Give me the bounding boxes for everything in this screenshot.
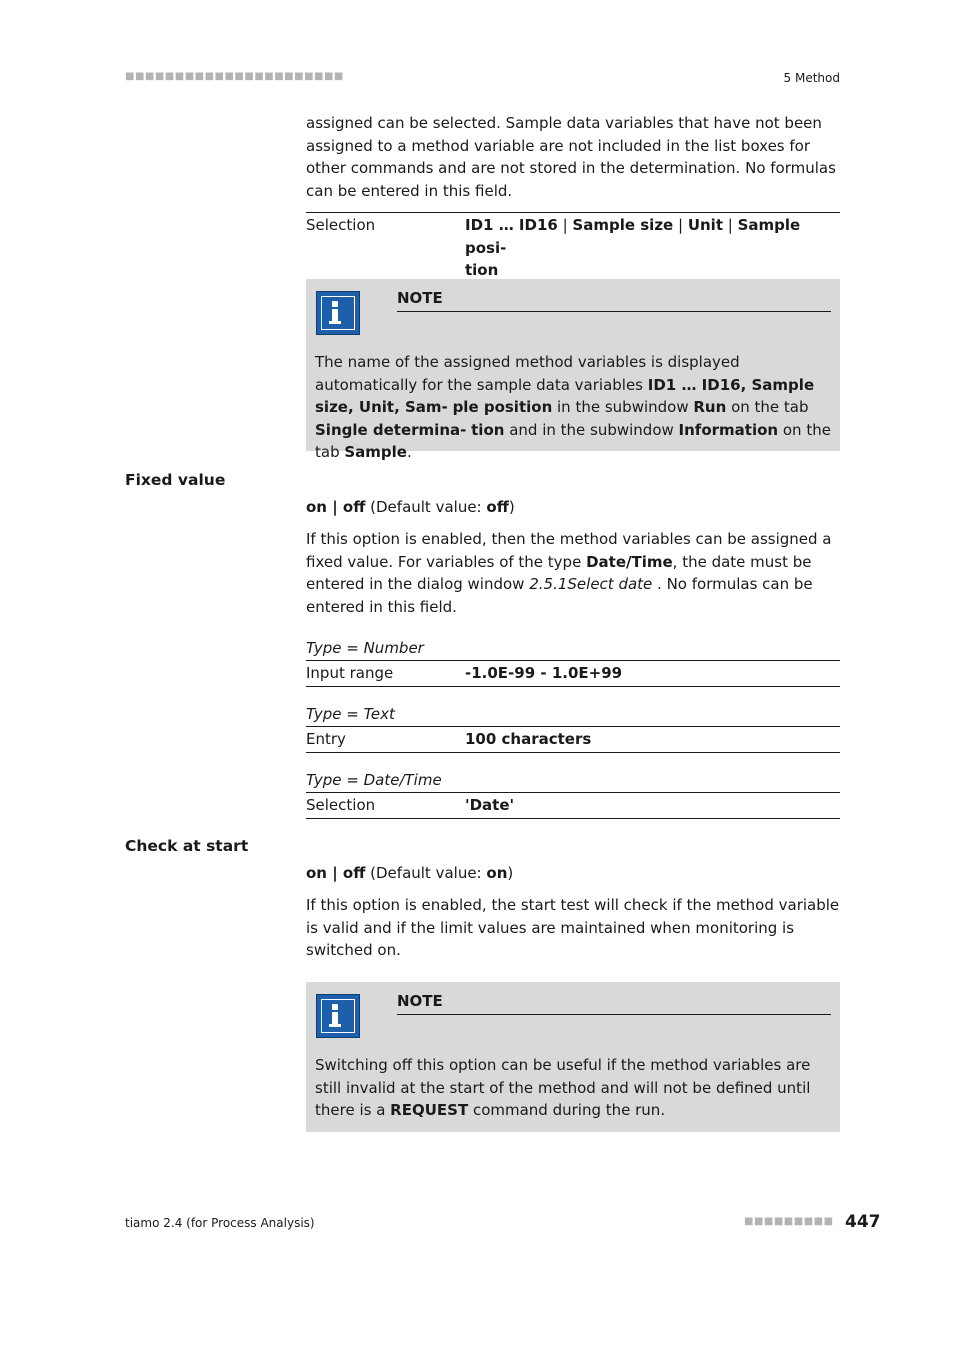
date-selection-key: Selection (306, 796, 376, 814)
option-off: off (342, 864, 366, 882)
desc-bold-datetime: Date/Time (586, 552, 673, 571)
separator: | (673, 216, 688, 234)
note-text (315, 351, 831, 464)
separator: | (557, 216, 573, 234)
default-value: off (486, 498, 509, 516)
note-title: NOTE (397, 990, 831, 1015)
fixed-value-description (306, 528, 840, 618)
entry-table (306, 726, 840, 753)
page-number: 447 (845, 1212, 881, 1232)
selection-values (465, 214, 840, 282)
selection-value-sample-position: Sample posi- (465, 216, 801, 257)
note-bold-run: Run (693, 398, 727, 416)
separator: | (723, 216, 738, 234)
entry-key: Entry (306, 730, 346, 748)
input-range-value: -1.0E-99 - 1.0E+99 (465, 664, 623, 682)
note-title: NOTE (397, 287, 831, 312)
selection-key: Selection (306, 216, 376, 234)
note-bold-single-determination: Single determina- (315, 420, 467, 439)
intro-paragraph: assigned can be selected. Sample data variables that have not been assigned to a method variable are not included in the list boxes for other commands and are not stored in the determination. No formulas can be entered in this field. (306, 114, 836, 200)
info-icon (316, 291, 360, 335)
note-box-2 (306, 982, 840, 1132)
note-text-part: command during the run. (468, 1101, 666, 1119)
date-selection-table (306, 792, 840, 819)
note-text-part: and in the subwindow (504, 420, 679, 439)
selection-value-unit: Unit (687, 216, 723, 234)
fixed-value-heading: Fixed value (125, 471, 226, 489)
type-number-caption: Type = Number (306, 639, 424, 657)
desc-part: If this option is enabled, then the method variables can be assigned a fixed value. For variables of the type (306, 530, 832, 571)
note-text-part: on the tab (726, 398, 809, 416)
note-box (306, 279, 840, 461)
default-value: on (486, 864, 508, 882)
footer-product: tiamo 2.4 (for Process Analysis) (125, 1216, 315, 1230)
input-range-key: Input range (306, 664, 394, 682)
selection-value-sample-position-cont: tion (465, 261, 499, 279)
note-bold-single-determination-cont: tion (471, 420, 505, 439)
footer-decoration: ■■■■■■■■■ (744, 1216, 834, 1227)
note-bold-variables: ID1 … ID16, Sample size, Unit, Sam- (315, 375, 815, 416)
check-at-start-options (306, 862, 840, 885)
note-text-part: Switching off this option can be useful if the method variables are still invalid at the start of the method and will not be defined until there is a (315, 1056, 811, 1119)
note-text-part: . (406, 443, 412, 461)
selection-table (306, 212, 840, 284)
note-text-part: The name of the assigned method variables is displayed automatically for the sample data variables (315, 353, 740, 394)
note-bold-variables-cont: ple position (452, 398, 553, 416)
type-date-caption: Type = Date/Time (306, 771, 442, 789)
note-bold-sample: Sample (344, 443, 407, 461)
note-bold-request: REQUEST (390, 1101, 469, 1119)
desc-part: , the date must be entered in the dialog window (306, 552, 812, 593)
header-decoration: ■■■■■■■■■■■■■■■■■■■■■■ (125, 71, 344, 82)
date-selection-value: 'Date' (465, 796, 515, 814)
input-range-table (306, 660, 840, 687)
default-suffix: ) (507, 864, 514, 882)
note-text-part: on the tab (315, 420, 831, 461)
fixed-value-options (306, 496, 840, 519)
chapter-title: 5 Method (783, 71, 840, 85)
desc-part: . No formulas can be entered in this field. (306, 575, 813, 616)
note-text (315, 1054, 831, 1122)
default-prefix: (Default value: (365, 498, 487, 516)
selection-value-id: ID1 … ID16 (465, 216, 558, 234)
option-separator: | (326, 864, 343, 882)
default-suffix: ) (508, 498, 515, 516)
type-text-caption: Type = Text (306, 705, 395, 723)
default-prefix: (Default value: (365, 864, 487, 882)
desc-link-select-date: 2.5.1Select date (529, 575, 653, 593)
check-at-start-heading: Check at start (125, 837, 249, 855)
option-off: off (342, 498, 366, 516)
check-at-start-description: If this option is enabled, the start test will check if the method variable is valid and if the limit values are maintained when monitoring is switched on. (306, 896, 840, 959)
note-bold-information: Information (678, 420, 779, 439)
option-on: on (306, 864, 327, 882)
option-on: on (306, 498, 327, 516)
entry-value: 100 characters (465, 730, 592, 748)
option-separator: | (326, 498, 343, 516)
note-text-part: in the subwindow (552, 398, 694, 416)
selection-value-sample-size: Sample size (572, 216, 674, 234)
info-icon (316, 994, 360, 1038)
